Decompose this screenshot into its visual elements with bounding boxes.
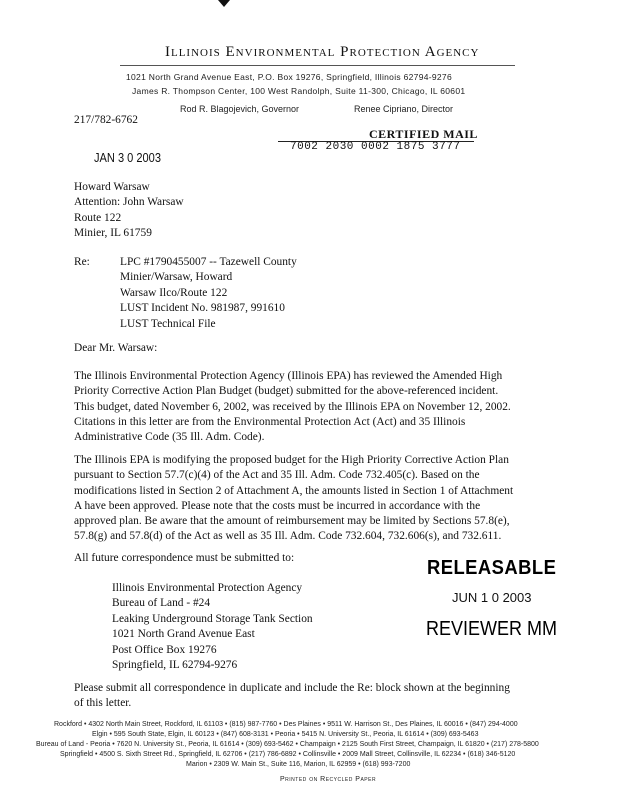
footer-line: Rockford • 4302 North Main Street, Rockford, IL 61103 • (815) 987-7760 • Des Plaines • 9511 W. Harrison St., Des Plaines, IL 60016 • (847) 294-4000 [54,721,518,728]
paragraph-line: Please submit all correspondence in duplicate and include the Re: block shown at the beginning [74,682,510,694]
re-line: Minier/Warsaw, Howard [120,271,233,284]
paragraph-line: approved plan. Be aware that the amount of reimbursement may be limited by Sections 57.8(e), [74,515,510,528]
paragraph-line: pursuant to Section 57.7(c)(4) of the Act and 35 Ill. Adm. Code 732.405(c). Based on the [74,469,480,482]
salutation: Dear Mr. Warsaw: [74,342,158,354]
recipient-street: Route 122 [74,211,122,224]
letterhead-rule [120,65,515,66]
paragraph-line: The Illinois Environmental Protection Agency (Illinois EPA) has reviewed the Amended High [74,370,503,382]
re-block [120,255,297,332]
correspondence-address [112,581,313,673]
paragraph-line: Citations in this letter are from the Environmental Protection Act (Act) and 35 Illinois [74,415,466,428]
re-label: Re: [74,256,90,268]
recipient-block [74,180,184,242]
certified-mail-label: CERTIFIED MAIL [369,127,478,141]
paragraph-2 [74,453,564,545]
agency-name: Illinois Environmental Protection Agency [165,44,480,60]
address-line: Springfield, IL 62794-9276 [112,659,238,672]
address-line: Leaking Underground Storage Tank Section [112,612,313,625]
recipient-city: Minier, IL 61759 [74,227,152,240]
paragraph-line: modifications listed in Section 2 of Attachment A, the amounts listed in Section 1 of Attachment [74,484,514,497]
paragraph-line: 57.8(g) and 57.8(d) of the Act as well as 35 Ill. Adm. Code 732.604, 732.606(s), and 732.611. [74,530,502,543]
phone-number: 217/782-6762 [74,114,138,126]
re-line: LUST Technical File [120,317,216,330]
paragraph-1 [74,369,564,445]
governor: Rod R. Blagojevich, Governor [180,104,300,114]
paragraph-line: Administrative Code (35 Ill. Adm. Code). [74,431,265,444]
address-line: Bureau of Land - #24 [112,597,211,610]
date-stamp: JAN 3 0 2003 [94,150,161,165]
paragraph-line: This budget, dated November 6, 2002, was received by the Illinois EPA on November 12, 2002. [74,400,511,413]
re-line: Warsaw Ilco/Route 122 [120,286,228,299]
director: Renee Cipriano, Director [354,104,454,114]
address-line-1: 1021 North Grand Avenue East, P.O. Box 19276, Springfield, Illinois 62794-9276 [126,72,452,82]
footer-line: Springfield • 4500 S. Sixth Street Rd., Springfield, IL 62706 • (217) 786-6892 • Collinsville • 2009 Mall Street, Collinsville, IL 62234 • (618) 346-5120 [60,751,516,758]
re-line: LPC #1790455007 -- Tazewell County [120,256,297,268]
closing-paragraph [74,681,564,712]
correspondence-intro: All future correspondence must be submitted to: [74,552,295,564]
paragraph-line: The Illinois EPA is modifying the proposed budget for the High Priority Corrective Action Plan [74,454,509,466]
re-line: LUST Incident No. 981987, 991610 [120,302,285,315]
address-line-2: James R. Thompson Center, 100 West Randolph, Suite 11-300, Chicago, IL 60601 [132,86,466,96]
address-line: Illinois Environmental Protection Agency [112,582,303,594]
recycled-paper-note: Printed on Recycled Paper [280,776,377,783]
recipient-attention: Attention: John Warsaw [74,196,184,209]
releasable-stamp: RELEASABLE [427,557,557,579]
footer-line: Marion • 2309 W. Main St., Suite 116, Marion, IL 62959 • (618) 993-7200 [186,761,411,768]
footer-line: Bureau of Land - Peoria • 7620 N. University St., Peoria, IL 61614 • (309) 693-5462 • Champaign • 2125 South First Street, Champaign, IL 61820 • (217) 278-5800 [36,741,539,748]
reviewer-stamp: REVIEWER MM [426,618,558,640]
certified-mail-number: 7002 2030 0002 1875 3777 [290,141,461,153]
paragraph-line: A have been approved. Please note that the costs must be incurred in accordance with the [74,499,481,512]
releasable-date: JUN 1 0 2003 [452,590,532,605]
address-line: 1021 North Grand Avenue East [112,628,255,641]
scan-mark [218,0,230,7]
paragraph-line: of this letter. [74,697,132,710]
footer-line: Elgin • 595 South State, Elgin, IL 60123 • (847) 608-3131 • Peoria • 5415 N. University St., Peoria, IL 61614 • (309) 693-5463 [92,731,479,738]
recipient-name: Howard Warsaw [74,181,150,193]
paragraph-line: Priority Corrective Action Plan Budget (budget) submitted for the above-referenced incident. [74,385,499,398]
address-line: Post Office Box 19276 [112,643,217,656]
